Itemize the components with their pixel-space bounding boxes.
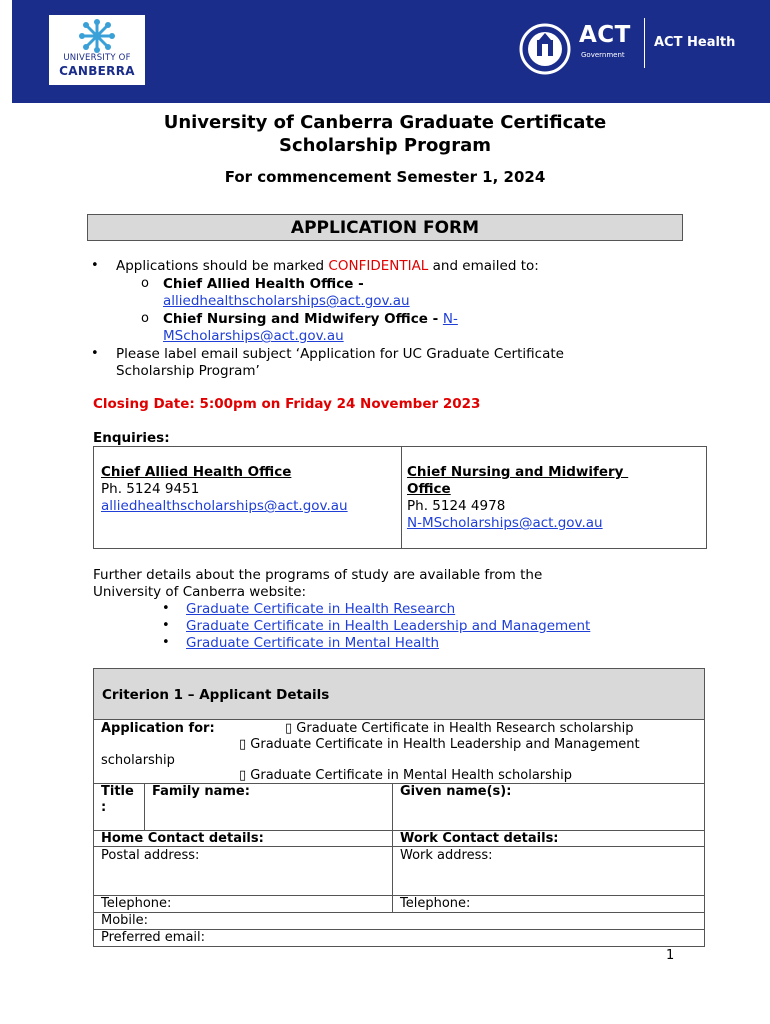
allied-office-title: Chief Allied Health Office xyxy=(101,464,292,480)
title-label-line2: : xyxy=(101,800,107,815)
criterion-1-heading: Criterion 1 – Applicant Details xyxy=(102,687,330,703)
act-wordmark: ACT xyxy=(579,22,631,48)
sub-bullet: o xyxy=(141,311,149,326)
preferred-email-field[interactable]: Preferred email: xyxy=(101,930,206,945)
act-crest-icon xyxy=(518,22,572,76)
nursing-email-link-part2[interactable]: MScholarships@act.gov.au xyxy=(163,328,344,344)
enquiries-col-allied xyxy=(101,464,348,515)
uc-logo-text-line1: UNIVERSITY OF xyxy=(63,53,131,63)
header-divider xyxy=(644,18,645,68)
page-subtitle: For commencement Semester 1, 2024 xyxy=(224,168,546,186)
bullet: • xyxy=(91,346,99,361)
option-mental-health[interactable] xyxy=(239,768,572,784)
further-details-line1: Further details about the programs of study are available from the xyxy=(93,567,543,583)
instruction-item-2-line2: Scholarship Program’ xyxy=(116,363,260,379)
option-health-research[interactable] xyxy=(285,721,634,737)
enquiries-col-nursing xyxy=(407,464,628,532)
link-grad-cert-health-leadership[interactable]: Graduate Certificate in Health Leadership and Management xyxy=(186,618,591,634)
row-divider xyxy=(94,912,704,913)
link-grad-cert-mental-health[interactable]: Graduate Certificate in Mental Health xyxy=(186,635,440,651)
act-health-label: ACT Health xyxy=(654,35,736,50)
nursing-office-title-line2: Office xyxy=(407,481,451,497)
home-telephone-field[interactable]: Telephone: xyxy=(101,896,172,911)
nursing-office-title-line1: Chief Nursing and Midwifery xyxy=(407,464,629,480)
work-contact-heading: Work Contact details: xyxy=(400,831,559,846)
checkbox-icon[interactable]: ▯ xyxy=(285,721,293,736)
nursing-office-email-link[interactable]: N-MScholarships@act.gov.au xyxy=(407,515,603,531)
uc-molecule-logo-icon xyxy=(78,19,116,53)
instruction-item-2-line1: Please label email subject ‘Application for UC Graduate Certificate xyxy=(116,346,564,362)
bullet: • xyxy=(91,258,99,273)
bullet: • xyxy=(162,635,170,650)
work-telephone-field[interactable]: Telephone: xyxy=(400,896,471,911)
allied-health-office-label: Chief Allied Health Office - xyxy=(163,276,364,292)
header-banner xyxy=(12,0,770,103)
col-divider xyxy=(392,783,393,912)
postal-address-field[interactable]: Postal address: xyxy=(101,848,200,863)
application-for-label: Application for: xyxy=(101,721,215,736)
allied-office-phone: Ph. 5124 9451 xyxy=(101,481,200,497)
application-form-heading: APPLICATION FORM xyxy=(87,214,683,241)
col-divider xyxy=(144,783,145,830)
page-title-line2: Scholarship Program xyxy=(279,135,491,156)
bullet: • xyxy=(162,618,170,633)
option-health-leadership-wrap: scholarship xyxy=(101,753,175,768)
instruction-item-1 xyxy=(116,258,539,275)
act-government-label: Government xyxy=(581,51,625,59)
closing-date: Closing Date: 5:00pm on Friday 24 November 2023 xyxy=(93,396,481,412)
option-health-leadership-label: Graduate Certificate in Health Leadership and Management xyxy=(250,737,640,752)
enquiries-column-divider xyxy=(401,447,402,548)
work-address-field[interactable]: Work address: xyxy=(400,848,493,863)
checkbox-icon[interactable]: ▯ xyxy=(239,768,247,783)
uc-logo-text-line2: CANBERRA xyxy=(59,64,135,78)
page-number: 1 xyxy=(666,948,675,963)
link-grad-cert-health-research[interactable]: Graduate Certificate in Health Research xyxy=(186,601,456,617)
nursing-office-label: Chief Nursing and Midwifery Office - xyxy=(163,311,443,327)
allied-health-email-link[interactable]: alliedhealthscholarships@act.gov.au xyxy=(163,293,410,309)
confidential-label: CONFIDENTIAL xyxy=(328,258,429,274)
nursing-office-phone: Ph. 5124 4978 xyxy=(407,498,506,514)
checkbox-icon[interactable]: ▯ xyxy=(239,737,247,752)
title-field-label[interactable] xyxy=(101,784,134,816)
row-divider xyxy=(94,895,704,896)
nursing-email-link-part1[interactable]: N- xyxy=(442,311,458,327)
instruction-1-pre: Applications should be marked xyxy=(116,258,329,274)
mobile-field[interactable]: Mobile: xyxy=(101,913,149,928)
page-title xyxy=(0,111,770,157)
option-health-research-label: Graduate Certificate in Health Research scholarship xyxy=(296,721,634,736)
option-health-leadership[interactable] xyxy=(239,737,640,753)
row-divider xyxy=(94,846,704,847)
nursing-office-line xyxy=(163,311,458,328)
criterion-1-header xyxy=(94,669,704,720)
sub-bullet: o xyxy=(141,276,149,291)
given-names-field[interactable]: Given name(s): xyxy=(400,784,512,799)
criterion-1-table xyxy=(93,668,705,947)
enquiries-table xyxy=(93,446,707,549)
university-of-canberra-logo xyxy=(49,15,145,85)
further-details-line2: University of Canberra website: xyxy=(93,584,307,600)
title-label-line1: Title xyxy=(101,784,134,799)
bullet: • xyxy=(162,601,170,616)
allied-office-email-link[interactable]: alliedhealthscholarships@act.gov.au xyxy=(101,498,348,514)
instruction-1-post: and emailed to: xyxy=(428,258,539,274)
home-contact-heading: Home Contact details: xyxy=(101,831,264,846)
family-name-field[interactable]: Family name: xyxy=(152,784,250,799)
option-mental-health-label: Graduate Certificate in Mental Health scholarship xyxy=(250,768,573,783)
page-title-line1: University of Canberra Graduate Certificate xyxy=(163,112,607,133)
enquiries-label: Enquiries: xyxy=(93,430,170,446)
